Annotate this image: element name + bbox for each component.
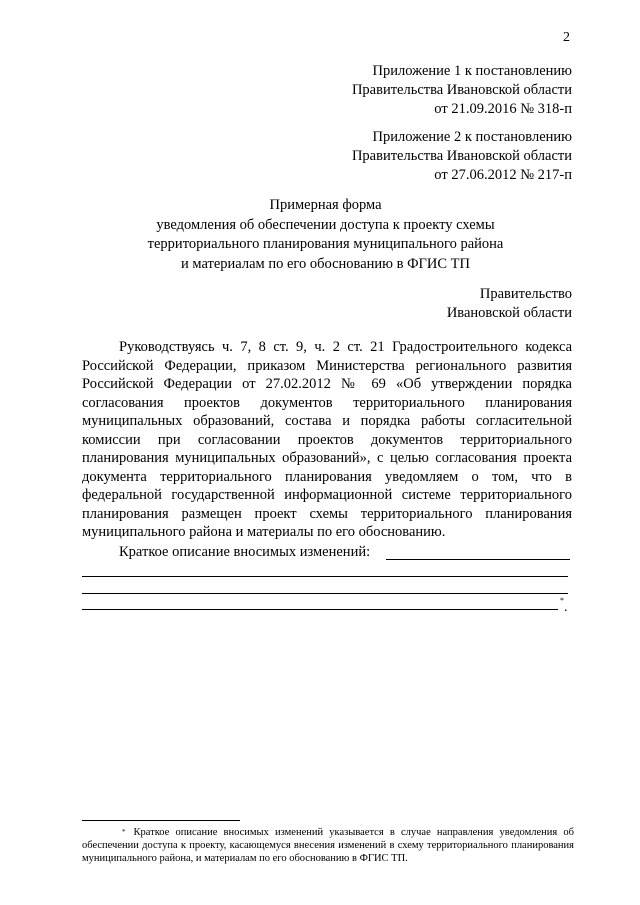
brief-description-row — [82, 543, 572, 562]
end-period: . — [564, 600, 568, 615]
brief-description-blank[interactable] — [386, 559, 570, 560]
appendix-1-line-2: Правительства Ивановской области — [351, 82, 572, 98]
description-blank-line-3[interactable] — [82, 609, 558, 610]
main-paragraph: Руководствуясь ч. 7, 8 ст. 9, ч. 2 ст. 21 Градостроительного кодекса Российской Федерации, приказом Министерства регионального развития Российской Федерации от 27.02.2012 № 69 «Об утверждении порядка согласования проектов документов территориального планирования муниципальных образований, состава и порядка работы согласительной комиссии при согласовании проектов документов территориального планирования муниципальных образований», с целью согласования проекта документа территориального планирования уведомляем о том, что в федеральной государственной информационной системе территориального планирования размещен проект схемы территориального планирования муниципального района и материалы по его обоснованию. — [82, 339, 572, 540]
appendix-1-line-3: от 21.09.2016 № 318-п — [434, 101, 572, 117]
footnote-mark: * — [122, 828, 126, 836]
addressee-line-2: Ивановской области — [446, 305, 572, 321]
footnote-reference-mark: * — [560, 596, 564, 605]
appendix-2-line-1: Приложение 2 к постановлению — [372, 129, 572, 145]
description-blank-line-2[interactable] — [82, 593, 568, 594]
form-title-line-4: и материалам по его обоснованию в ФГИС ТП — [180, 255, 471, 272]
brief-description-label: Краткое описание вносимых изменений: — [119, 543, 371, 560]
appendix-2-line-3: от 27.06.2012 № 217-п — [434, 167, 572, 183]
footnote — [82, 826, 574, 865]
form-title-line-1: Примерная форма — [269, 197, 382, 213]
appendix-2-reference — [352, 128, 572, 185]
page-number: 2 — [563, 30, 570, 45]
form-title-line-3: территориального планирования муниципального района — [147, 236, 504, 252]
notification-body — [82, 338, 572, 561]
footnote-text: Краткое описание вносимых изменений указывается в случае направления уведомления об обеспечении доступа к проекту, касающемуся внесения изменений в схему территориального планирования муниципального района, и материалам по его обоснованию в ФГИС ТП. — [82, 827, 574, 864]
form-title — [80, 196, 571, 274]
appendix-1-reference — [352, 62, 572, 119]
addressee-line-1: Правительство — [479, 286, 572, 302]
addressee — [447, 285, 572, 323]
appendix-2-line-2: Правительства Ивановской области — [351, 148, 572, 164]
description-blank-line-1[interactable] — [82, 576, 568, 577]
form-title-line-2: уведомления об обеспечении доступа к проекту схемы — [156, 216, 495, 233]
appendix-1-line-1: Приложение 1 к постановлению — [372, 63, 572, 79]
footnote-separator — [82, 820, 240, 821]
